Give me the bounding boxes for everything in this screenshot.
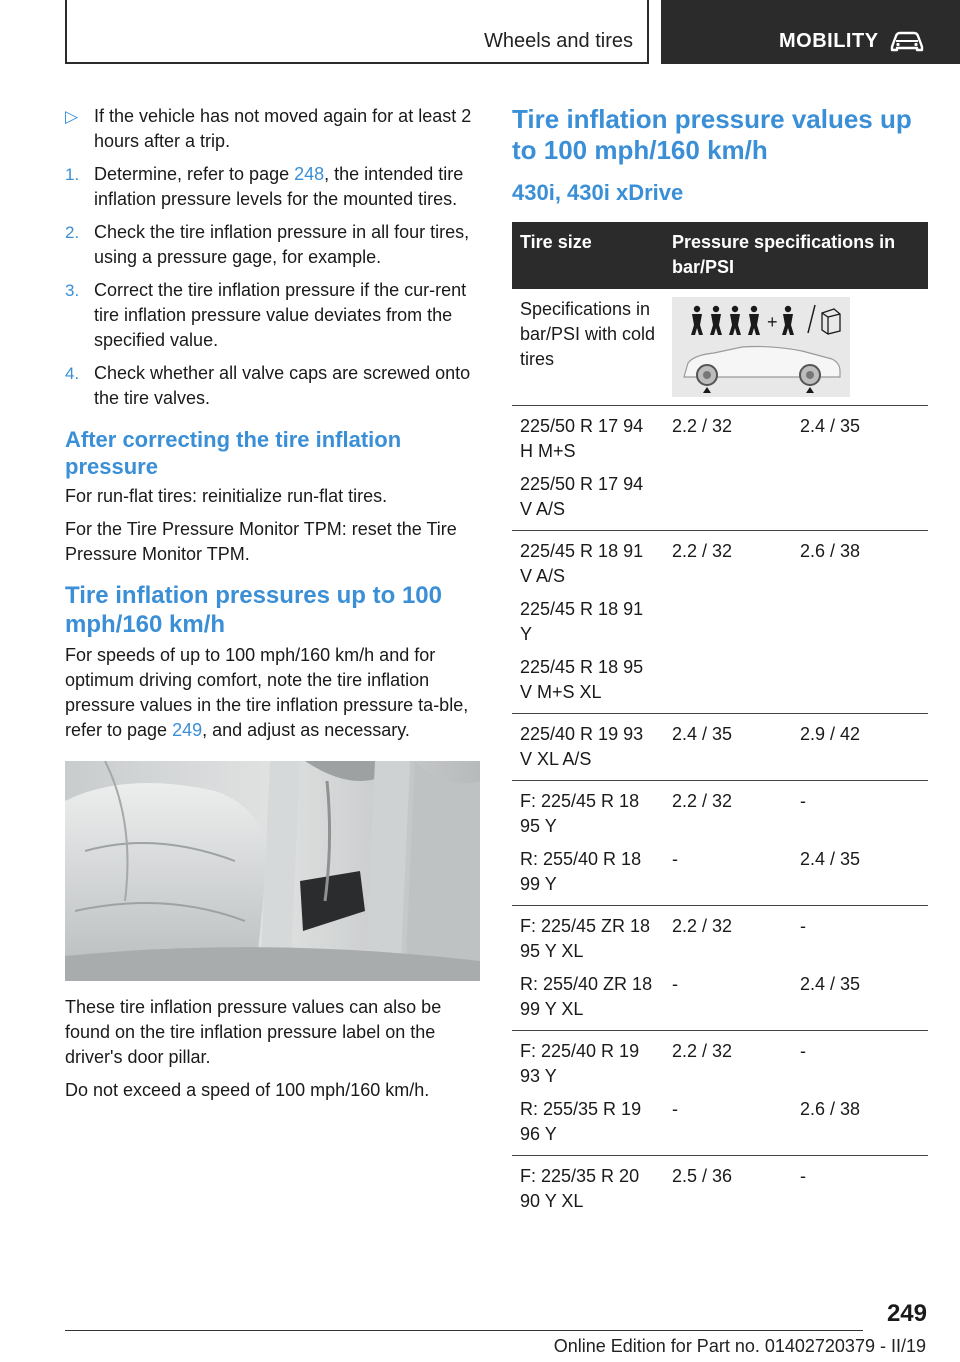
pressure-value: 2.2 / 32 <box>672 416 733 436</box>
pressure-cell <box>664 906 792 1031</box>
tire-size: 225/45 R 18 95 V M+S XL <box>520 657 644 702</box>
tire-size: 225/45 R 18 91 Y <box>520 599 644 644</box>
table-row <box>512 906 928 1031</box>
vehicle-load-diagram <box>672 297 850 397</box>
pressure-cell <box>664 1031 792 1156</box>
pressure-cell <box>664 531 792 714</box>
tire-size: R: 255/35 R 19 96 Y <box>520 1099 642 1144</box>
tire-size-cell <box>512 1031 664 1156</box>
paragraph-text: For speeds of up to 100 mph/160 km/h and for optimum driving comfort, note the tire inflation pressure values in the tire inflation pressure ta‐ble, refer to page <box>65 645 469 740</box>
tire-size: 225/40 R 19 93 V XL A/S <box>520 724 644 769</box>
pressure-cell <box>664 1156 792 1223</box>
pressure-value: 2.2 / 32 <box>672 1041 733 1061</box>
paragraph: Do not exceed a speed of 100 mph/160 km/h. <box>65 1080 430 1100</box>
column-header: Pressure specifications in bar/PSI <box>664 222 928 289</box>
paragraph-text: , and adjust as necessary. <box>202 720 410 740</box>
pressure-value: 2.5 / 36 <box>672 1166 733 1186</box>
paragraph: For the Tire Pressure Monitor TPM: reset the Tire Pressure Monitor TPM. <box>65 519 457 564</box>
pressure-cell <box>664 781 792 906</box>
table-row <box>512 406 928 531</box>
tire-size: 225/45 R 18 91 V A/S <box>520 541 644 586</box>
tire-size: R: 255/40 R 18 99 Y <box>520 849 642 894</box>
chapter-tab <box>661 0 960 64</box>
step-item <box>65 361 480 411</box>
triangle-bullet-icon: ▷ <box>65 107 79 126</box>
door-pillar-photo <box>65 761 480 981</box>
pressure-cell <box>664 406 792 531</box>
page-link[interactable]: 248 <box>294 164 325 184</box>
tire-size: 225/50 R 17 94 H M+S <box>520 416 644 461</box>
chapter-title: MOBILITY <box>779 30 879 52</box>
step-number: 2. <box>65 223 80 242</box>
pressure-value: 2.6 / 38 <box>800 541 861 561</box>
bullet-item <box>65 104 480 154</box>
step-text: Check the tire inflation pressure in all four tires, using a pressure gage, for example. <box>94 222 470 267</box>
step-number: 1. <box>65 165 80 184</box>
tire-size-cell <box>512 906 664 1031</box>
tire-size: F: 225/35 R 20 90 Y XL <box>520 1166 640 1211</box>
step-item <box>65 162 480 212</box>
model-heading: 430i, 430i xDrive <box>512 180 684 205</box>
pressure-value: 2.4 / 35 <box>672 724 733 744</box>
pressure-value: - <box>672 1099 678 1119</box>
table-row <box>512 1031 928 1156</box>
tire-size: F: 225/40 R 19 93 Y <box>520 1041 640 1086</box>
pressure-cell <box>792 781 928 906</box>
right-column <box>512 104 928 1222</box>
table-heading: Tire inflation pressure values up to 100 mph/160 km/h <box>512 104 912 165</box>
page-link[interactable]: 249 <box>172 720 203 740</box>
pressure-value: - <box>800 1041 806 1061</box>
page-header <box>0 0 960 66</box>
pressure-value: - <box>800 916 806 936</box>
pressure-value: 2.9 / 42 <box>800 724 861 744</box>
tire-size-cell <box>512 406 664 531</box>
tire-size: F: 225/45 ZR 18 95 Y XL <box>520 916 651 961</box>
step-item <box>65 278 480 353</box>
table-row <box>512 289 928 406</box>
tire-size: F: 225/45 R 18 95 Y <box>520 791 640 836</box>
pressure-cell <box>664 714 792 781</box>
table-row <box>512 781 928 906</box>
footer-divider <box>65 1330 863 1331</box>
paragraph: These tire inflation pressure values can also be found on the tire inflation pressure label on the driver's door pillar. <box>65 997 442 1067</box>
table-row <box>512 714 928 781</box>
pressure-value: - <box>800 1166 806 1186</box>
car-icon <box>889 30 925 52</box>
pressure-value: - <box>800 791 806 811</box>
svg-text:+: + <box>767 312 778 332</box>
pressure-value: 2.6 / 38 <box>800 1099 861 1119</box>
step-item <box>65 220 480 270</box>
step-text: , the intended tire inflation pressure levels for the mounted tires. <box>94 164 464 209</box>
pressure-cell <box>792 714 928 781</box>
section-heading: After correcting the tire inflation pressure <box>65 427 402 479</box>
load-diagram-cell <box>664 289 928 406</box>
paragraph: For run-flat tires: reinitialize run-flat tires. <box>65 486 388 506</box>
section-heading: Tire inflation pressures up to 100 mph/160 km/h <box>65 582 442 638</box>
tire-size-cell <box>512 781 664 906</box>
pressure-value: 2.4 / 35 <box>800 849 861 869</box>
tire-size-cell <box>512 714 664 781</box>
pressure-value: 2.4 / 35 <box>800 416 861 436</box>
pressure-value: 2.2 / 32 <box>672 541 733 561</box>
pressure-cell <box>792 906 928 1031</box>
edition-text: Online Edition for Part no. 01402720379 - II/19 <box>553 1336 926 1356</box>
column-header: Tire size <box>512 222 664 289</box>
step-text: Check whether all valve caps are screwed onto the tire valves. <box>94 363 471 408</box>
section-title: Wheels and tires <box>484 30 633 52</box>
paragraph <box>65 643 480 743</box>
pressure-cell <box>792 406 928 531</box>
pressure-cell <box>792 531 928 714</box>
pressure-cell <box>792 1156 928 1223</box>
step-text: Correct the tire inflation pressure if the cur‐rent tire inflation pressure value deviates from the specified value. <box>94 280 467 350</box>
pressure-value: - <box>672 849 678 869</box>
table-row <box>512 1156 928 1223</box>
page-number: 249 <box>886 1300 927 1327</box>
tire-size: R: 255/40 ZR 18 99 Y XL <box>520 974 653 1019</box>
spec-label: Specifications in bar/PSI with cold tires <box>512 289 664 406</box>
pressure-cell <box>792 1031 928 1156</box>
section-tab <box>65 0 649 64</box>
pressure-value: 2.2 / 32 <box>672 916 733 936</box>
pressure-value: 2.4 / 35 <box>800 974 861 994</box>
step-number: 3. <box>65 281 80 300</box>
bullet-text: If the vehicle has not moved again for at least 2 hours after a trip. <box>94 106 472 151</box>
table-row <box>512 531 928 714</box>
step-number: 4. <box>65 364 80 383</box>
tire-size-cell <box>512 531 664 714</box>
tire-size: 225/50 R 17 94 V A/S <box>520 474 644 519</box>
pressure-value: 2.2 / 32 <box>672 791 733 811</box>
tire-size-cell <box>512 1156 664 1223</box>
left-column <box>65 104 480 1111</box>
step-text: Determine, refer to page <box>94 164 295 184</box>
pressure-value: - <box>672 974 678 994</box>
tire-pressure-table <box>512 222 928 1222</box>
